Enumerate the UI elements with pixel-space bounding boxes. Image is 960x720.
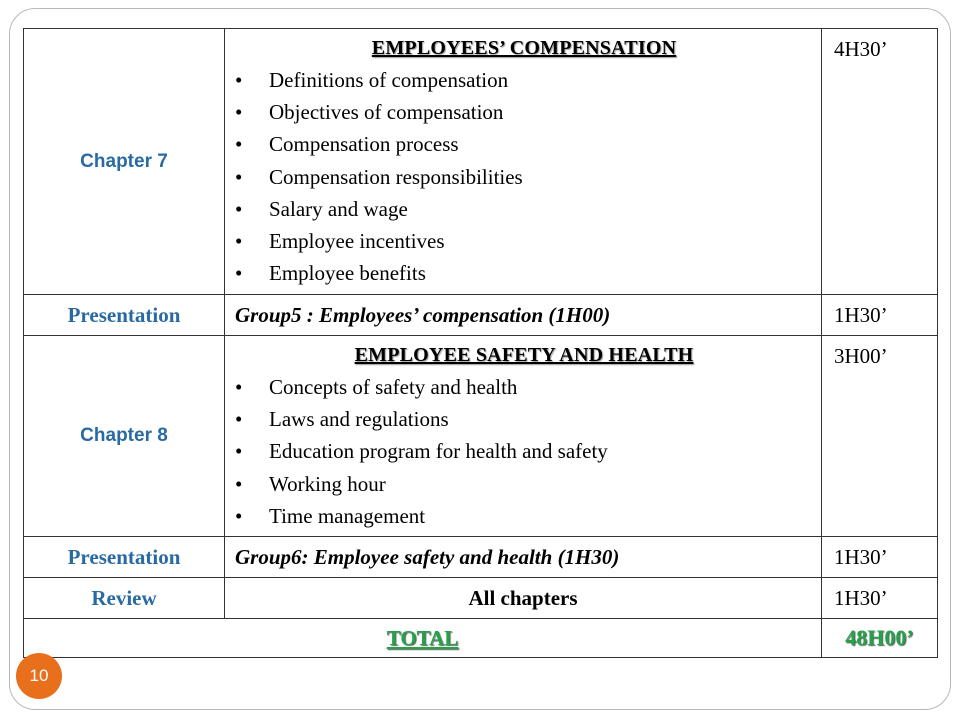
bullet-icon: •	[235, 375, 243, 399]
chapter-8-topic-list	[235, 371, 813, 532]
topic-text: Compensation process	[269, 132, 459, 157]
list-item	[235, 128, 813, 160]
list-item	[235, 500, 813, 532]
table-row-total	[24, 619, 938, 658]
bullet-icon: •	[235, 471, 243, 496]
total-label: TOTAL	[24, 619, 822, 658]
review-content	[225, 578, 822, 619]
list-item	[235, 225, 813, 257]
presentation-5-text: Group5 : Employees’ compensation (1H00)	[235, 302, 611, 327]
table-row-review	[24, 578, 938, 619]
presentation-6-duration: 1H30’	[822, 537, 938, 578]
chapter-8-label: Chapter 8	[24, 336, 225, 537]
chapter-7-content	[225, 29, 822, 295]
list-item	[235, 96, 813, 128]
syllabus-table	[23, 28, 938, 658]
list-item	[235, 403, 813, 435]
topic-text: Definitions of compensation	[269, 68, 509, 92]
topic-text: Time management	[269, 503, 426, 528]
review-duration: 1H30’	[822, 578, 938, 619]
review-text: All chapters	[468, 585, 578, 610]
list-item	[235, 161, 813, 193]
bullet-icon: •	[235, 229, 243, 254]
topic-text: Compensation responsibilities	[269, 164, 523, 189]
presentation-6-label: Presentation	[24, 537, 225, 578]
list-item	[235, 435, 813, 467]
total-value: 48H00’	[822, 619, 938, 658]
bullet-icon: •	[235, 439, 243, 464]
chapter-8-content	[225, 336, 822, 537]
table-row-presentation-6	[24, 537, 938, 578]
bullet-icon: •	[235, 407, 243, 432]
list-item	[235, 468, 813, 500]
topic-text: Objectives of compensation	[269, 100, 504, 125]
list-item	[235, 371, 813, 403]
chapter-7-label: Chapter 7	[24, 29, 225, 295]
presentation-6-text: Group6: Employee safety and health (1H30)	[235, 544, 620, 569]
page-number-badge: 10	[16, 653, 62, 699]
bullet-icon: •	[235, 100, 243, 125]
table-row-chapter-7	[24, 29, 938, 295]
topic-text: Salary and wage	[269, 196, 408, 221]
topic-text: Employee benefits	[269, 261, 426, 286]
chapter-8-title: EMPLOYEE SAFETY AND HEALTH	[354, 344, 694, 366]
bullet-icon: •	[235, 196, 243, 221]
topic-text: Concepts of safety and health	[269, 375, 518, 399]
bullet-icon: •	[235, 164, 243, 189]
topic-text: Education program for health and safety	[269, 439, 608, 464]
bullet-icon: •	[235, 68, 243, 92]
table-row-presentation-5	[24, 295, 938, 336]
topic-text: Working hour	[269, 471, 386, 496]
presentation-6-content	[225, 537, 822, 578]
chapter-8-duration: 3H00’	[822, 336, 938, 537]
presentation-5-label: Presentation	[24, 295, 225, 336]
chapter-7-title: EMPLOYEES’ COMPENSATION	[371, 37, 677, 59]
review-label: Review	[24, 578, 225, 619]
table-row-chapter-8	[24, 336, 938, 537]
presentation-5-content	[225, 295, 822, 336]
list-item	[235, 64, 813, 96]
topic-text: Employee incentives	[269, 229, 445, 254]
topic-text: Laws and regulations	[269, 407, 449, 432]
chapter-7-duration: 4H30’	[822, 29, 938, 295]
list-item	[235, 257, 813, 289]
list-item	[235, 193, 813, 225]
bullet-icon: •	[235, 503, 243, 528]
bullet-icon: •	[235, 132, 243, 157]
bullet-icon: •	[235, 261, 243, 286]
chapter-7-topic-list	[235, 64, 813, 289]
presentation-5-duration: 1H30’	[822, 295, 938, 336]
